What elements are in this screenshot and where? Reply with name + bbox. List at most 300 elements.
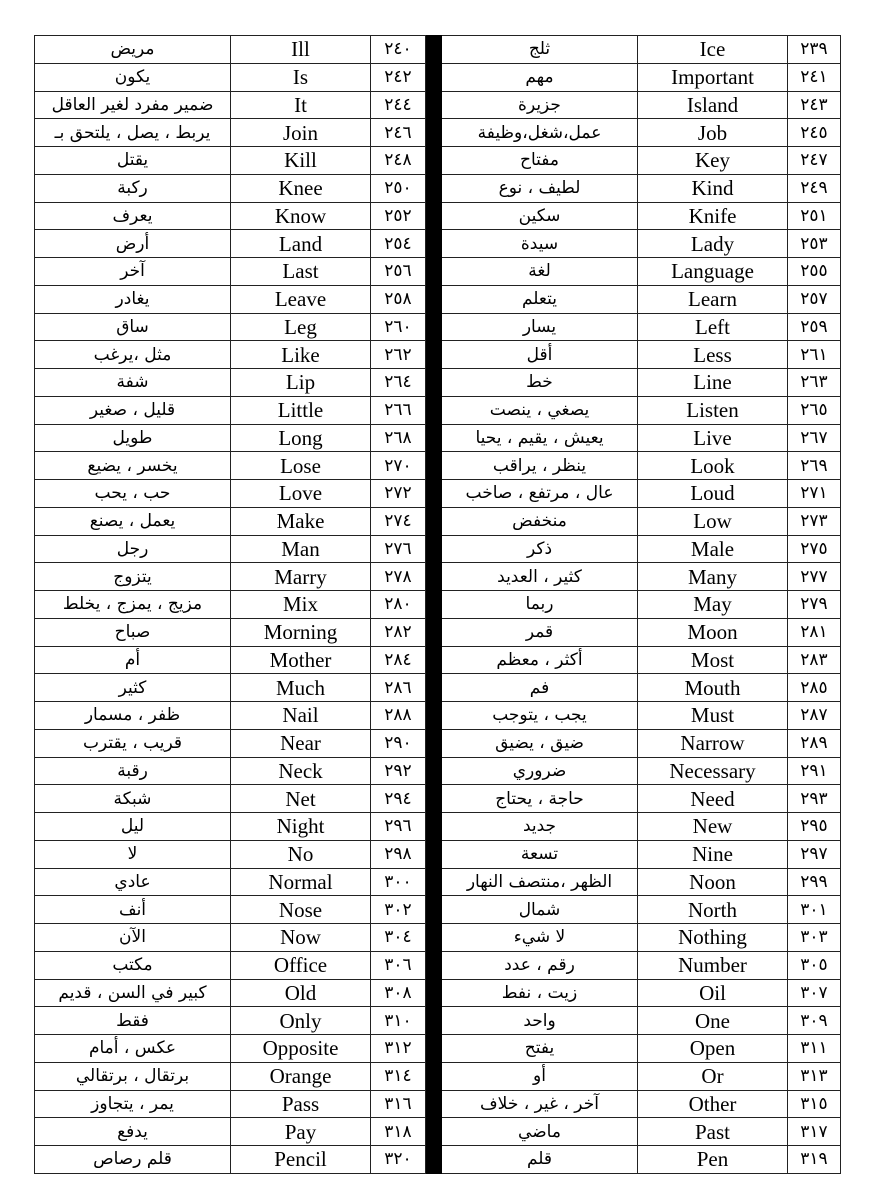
- right-number-cell: ٢٩١: [788, 757, 841, 785]
- right-arabic-cell: رقم ، عدد: [442, 951, 638, 979]
- right-arabic-cell: يجب ، يتوجب: [442, 702, 638, 730]
- column-separator: [426, 674, 442, 702]
- left-english-cell: Last: [231, 258, 371, 286]
- right-number-cell: ٢٨٧: [788, 702, 841, 730]
- right-arabic-cell: كثير ، العديد: [442, 563, 638, 591]
- right-english-cell: Look: [638, 452, 788, 480]
- right-number-cell: ٣٠٥: [788, 951, 841, 979]
- left-number-cell: ٣٠٢: [371, 896, 426, 924]
- right-arabic-cell: مفتاح: [442, 147, 638, 175]
- column-separator: [426, 813, 442, 841]
- right-arabic-cell: واحد: [442, 1007, 638, 1035]
- left-arabic-cell: كثير: [35, 674, 231, 702]
- right-number-cell: ٣١٧: [788, 1118, 841, 1146]
- right-english-cell: Pen: [638, 1146, 788, 1174]
- left-arabic-cell: يدفع: [35, 1118, 231, 1146]
- left-number-cell: ٣١٠: [371, 1007, 426, 1035]
- column-separator: [426, 202, 442, 230]
- right-number-cell: ٢٦٩: [788, 452, 841, 480]
- right-number-cell: ٢٦٧: [788, 424, 841, 452]
- right-arabic-cell: يفتح: [442, 1035, 638, 1063]
- left-arabic-cell: طويل: [35, 424, 231, 452]
- right-arabic-cell: فم: [442, 674, 638, 702]
- left-english-cell: Old: [231, 979, 371, 1007]
- right-english-cell: Live: [638, 424, 788, 452]
- right-english-cell: Listen: [638, 396, 788, 424]
- left-arabic-cell: يتزوج: [35, 563, 231, 591]
- right-arabic-cell: يسار: [442, 313, 638, 341]
- left-arabic-cell: قلم رصاص: [35, 1146, 231, 1174]
- column-separator: [426, 174, 442, 202]
- table-row: [35, 1035, 841, 1063]
- table-row: [35, 702, 841, 730]
- column-separator: [426, 1007, 442, 1035]
- table-row: [35, 452, 841, 480]
- column-separator: [426, 591, 442, 619]
- left-number-cell: ٢٥٤: [371, 230, 426, 258]
- right-english-cell: Lady: [638, 230, 788, 258]
- vocabulary-table: [34, 35, 841, 1174]
- left-number-cell: ٢٤٤: [371, 91, 426, 119]
- left-arabic-cell: يربط ، يصل ، يلتحق بـ: [35, 119, 231, 147]
- vocabulary-table-body: [35, 36, 841, 1174]
- column-separator: [426, 396, 442, 424]
- left-arabic-cell: رقبة: [35, 757, 231, 785]
- left-arabic-cell: يخسر ، يضيع: [35, 452, 231, 480]
- left-number-cell: ٣٠٤: [371, 924, 426, 952]
- column-separator: [426, 563, 442, 591]
- column-separator: [426, 757, 442, 785]
- right-number-cell: ٣٠٣: [788, 924, 841, 952]
- right-arabic-cell: شمال: [442, 896, 638, 924]
- right-english-cell: Nothing: [638, 924, 788, 952]
- table-row: [35, 202, 841, 230]
- left-arabic-cell: شبكة: [35, 785, 231, 813]
- left-arabic-cell: ظفر ، مسمار: [35, 702, 231, 730]
- left-number-cell: ٢٥٦: [371, 258, 426, 286]
- right-arabic-cell: مهم: [442, 63, 638, 91]
- column-separator: [426, 63, 442, 91]
- left-english-cell: Mix: [231, 591, 371, 619]
- column-separator: [426, 147, 442, 175]
- left-number-cell: ٢٦٤: [371, 369, 426, 397]
- right-arabic-cell: عمل،شغل،وظيفة: [442, 119, 638, 147]
- table-row: [35, 1007, 841, 1035]
- left-english-cell: Normal: [231, 868, 371, 896]
- table-row: [35, 230, 841, 258]
- left-arabic-cell: مثل ،يرغب: [35, 341, 231, 369]
- left-arabic-cell: يغادر: [35, 285, 231, 313]
- left-arabic-cell: يمر ، يتجاوز: [35, 1090, 231, 1118]
- right-english-cell: Past: [638, 1118, 788, 1146]
- column-separator: [426, 1146, 442, 1174]
- table-row: [35, 535, 841, 563]
- right-arabic-cell: جزيرة: [442, 91, 638, 119]
- right-number-cell: ٢٥٩: [788, 313, 841, 341]
- left-english-cell: Love: [231, 480, 371, 508]
- right-english-cell: Ice: [638, 36, 788, 64]
- right-number-cell: ٢٦٥: [788, 396, 841, 424]
- right-arabic-cell: الظهر ،منتصف النهار: [442, 868, 638, 896]
- left-number-cell: ٢٩٨: [371, 840, 426, 868]
- right-number-cell: ٢٨٩: [788, 729, 841, 757]
- column-separator: [426, 230, 442, 258]
- right-arabic-cell: حاجة ، يحتاج: [442, 785, 638, 813]
- left-number-cell: ٢٩٦: [371, 813, 426, 841]
- right-number-cell: ٢٥٧: [788, 285, 841, 313]
- table-row: [35, 840, 841, 868]
- left-english-cell: Long: [231, 424, 371, 452]
- table-row: [35, 174, 841, 202]
- left-number-cell: ٢٥٠: [371, 174, 426, 202]
- right-english-cell: Must: [638, 702, 788, 730]
- column-separator: [426, 840, 442, 868]
- right-english-cell: Necessary: [638, 757, 788, 785]
- right-number-cell: ٢٤٣: [788, 91, 841, 119]
- left-arabic-cell: أم: [35, 646, 231, 674]
- right-number-cell: ٢٨١: [788, 618, 841, 646]
- table-row: [35, 646, 841, 674]
- right-english-cell: Open: [638, 1035, 788, 1063]
- right-english-cell: Most: [638, 646, 788, 674]
- right-number-cell: ٣١١: [788, 1035, 841, 1063]
- right-english-cell: Moon: [638, 618, 788, 646]
- left-number-cell: ٢٦٦: [371, 396, 426, 424]
- left-english-cell: Like: [231, 341, 371, 369]
- right-number-cell: ٣١٥: [788, 1090, 841, 1118]
- left-number-cell: ٣٠٨: [371, 979, 426, 1007]
- column-separator: [426, 1062, 442, 1090]
- left-number-cell: ٢٩٠: [371, 729, 426, 757]
- left-arabic-cell: عادي: [35, 868, 231, 896]
- left-english-cell: Ill: [231, 36, 371, 64]
- left-arabic-cell: ليل: [35, 813, 231, 841]
- left-english-cell: Pay: [231, 1118, 371, 1146]
- right-arabic-cell: لطيف ، نوع: [442, 174, 638, 202]
- table-row: [35, 979, 841, 1007]
- right-english-cell: Narrow: [638, 729, 788, 757]
- left-number-cell: ٢٩٤: [371, 785, 426, 813]
- column-separator: [426, 258, 442, 286]
- right-arabic-cell: ذكر: [442, 535, 638, 563]
- right-english-cell: Oil: [638, 979, 788, 1007]
- left-english-cell: Only: [231, 1007, 371, 1035]
- right-number-cell: ٣١٩: [788, 1146, 841, 1174]
- right-arabic-cell: أقل: [442, 341, 638, 369]
- left-english-cell: It: [231, 91, 371, 119]
- table-row: [35, 285, 841, 313]
- right-arabic-cell: أكثر ، معظم: [442, 646, 638, 674]
- right-arabic-cell: يتعلم: [442, 285, 638, 313]
- right-number-cell: ٢٧١: [788, 480, 841, 508]
- left-english-cell: Nail: [231, 702, 371, 730]
- left-english-cell: Office: [231, 951, 371, 979]
- column-separator: [426, 480, 442, 508]
- right-english-cell: Mouth: [638, 674, 788, 702]
- table-row: [35, 1062, 841, 1090]
- table-row: [35, 63, 841, 91]
- right-english-cell: Male: [638, 535, 788, 563]
- left-english-cell: Pencil: [231, 1146, 371, 1174]
- left-number-cell: ٢٨٦: [371, 674, 426, 702]
- left-number-cell: ٢٤٢: [371, 63, 426, 91]
- table-row: [35, 36, 841, 64]
- table-row: [35, 813, 841, 841]
- left-arabic-cell: قريب ، يقترب: [35, 729, 231, 757]
- left-arabic-cell: قليل ، صغير: [35, 396, 231, 424]
- table-row: [35, 618, 841, 646]
- left-number-cell: ٢٨٤: [371, 646, 426, 674]
- table-row: [35, 258, 841, 286]
- column-separator: [426, 341, 442, 369]
- table-row: [35, 1090, 841, 1118]
- table-row: [35, 757, 841, 785]
- right-english-cell: Noon: [638, 868, 788, 896]
- column-separator: [426, 424, 442, 452]
- right-english-cell: Number: [638, 951, 788, 979]
- column-separator: [426, 507, 442, 535]
- left-number-cell: ٢٦٢: [371, 341, 426, 369]
- left-english-cell: Is: [231, 63, 371, 91]
- right-english-cell: New: [638, 813, 788, 841]
- right-english-cell: Job: [638, 119, 788, 147]
- right-arabic-cell: ربما: [442, 591, 638, 619]
- table-row: [35, 896, 841, 924]
- left-arabic-cell: ركبة: [35, 174, 231, 202]
- left-arabic-cell: يعرف: [35, 202, 231, 230]
- column-separator: [426, 868, 442, 896]
- right-number-cell: ٢٤٩: [788, 174, 841, 202]
- left-number-cell: ٣٠٠: [371, 868, 426, 896]
- right-english-cell: Less: [638, 341, 788, 369]
- right-english-cell: Nine: [638, 840, 788, 868]
- right-arabic-cell: جديد: [442, 813, 638, 841]
- left-number-cell: ٣١٤: [371, 1062, 426, 1090]
- left-arabic-cell: يكون: [35, 63, 231, 91]
- left-number-cell: ٣٢٠: [371, 1146, 426, 1174]
- right-arabic-cell: أو: [442, 1062, 638, 1090]
- left-english-cell: Neck: [231, 757, 371, 785]
- right-number-cell: ٢٩٩: [788, 868, 841, 896]
- table-row: [35, 1118, 841, 1146]
- left-english-cell: Man: [231, 535, 371, 563]
- table-row: [35, 91, 841, 119]
- right-arabic-cell: لا شيء: [442, 924, 638, 952]
- right-arabic-cell: قمر: [442, 618, 638, 646]
- left-number-cell: ٢٥٢: [371, 202, 426, 230]
- right-number-cell: ٢٧٩: [788, 591, 841, 619]
- left-number-cell: ٢٧٢: [371, 480, 426, 508]
- right-english-cell: North: [638, 896, 788, 924]
- left-number-cell: ٣١٦: [371, 1090, 426, 1118]
- right-number-cell: ٣١٣: [788, 1062, 841, 1090]
- left-number-cell: ٢٥٨: [371, 285, 426, 313]
- right-english-cell: Kind: [638, 174, 788, 202]
- right-english-cell: Learn: [638, 285, 788, 313]
- table-row: [35, 1146, 841, 1174]
- right-number-cell: ٢٧٥: [788, 535, 841, 563]
- left-number-cell: ٢٧٦: [371, 535, 426, 563]
- column-separator: [426, 1035, 442, 1063]
- left-english-cell: Morning: [231, 618, 371, 646]
- right-english-cell: Need: [638, 785, 788, 813]
- right-arabic-cell: يصغي ، ينصت: [442, 396, 638, 424]
- right-english-cell: Line: [638, 369, 788, 397]
- left-english-cell: Much: [231, 674, 371, 702]
- right-arabic-cell: زيت ، نفط: [442, 979, 638, 1007]
- right-english-cell: Left: [638, 313, 788, 341]
- right-number-cell: ٢٥١: [788, 202, 841, 230]
- column-separator: [426, 729, 442, 757]
- right-arabic-cell: تسعة: [442, 840, 638, 868]
- left-arabic-cell: حب ، يحب: [35, 480, 231, 508]
- left-arabic-cell: مريض: [35, 36, 231, 64]
- left-english-cell: Pass: [231, 1090, 371, 1118]
- column-separator: [426, 618, 442, 646]
- right-number-cell: ٢٤٧: [788, 147, 841, 175]
- right-number-cell: ٢٧٣: [788, 507, 841, 535]
- right-arabic-cell: قلم: [442, 1146, 638, 1174]
- right-number-cell: ٢٥٥: [788, 258, 841, 286]
- right-arabic-cell: لغة: [442, 258, 638, 286]
- column-separator: [426, 702, 442, 730]
- left-arabic-cell: يقتل: [35, 147, 231, 175]
- right-number-cell: ٢٩٧: [788, 840, 841, 868]
- left-arabic-cell: صباح: [35, 618, 231, 646]
- column-separator: [426, 36, 442, 64]
- table-row: [35, 396, 841, 424]
- right-arabic-cell: خط: [442, 369, 638, 397]
- left-english-cell: No: [231, 840, 371, 868]
- left-english-cell: Make: [231, 507, 371, 535]
- left-number-cell: ٢٧٨: [371, 563, 426, 591]
- right-number-cell: ٢٦٣: [788, 369, 841, 397]
- left-arabic-cell: يعمل ، يصنع: [35, 507, 231, 535]
- left-english-cell: Lip: [231, 369, 371, 397]
- left-number-cell: ٢٤٠: [371, 36, 426, 64]
- right-arabic-cell: سيدة: [442, 230, 638, 258]
- left-english-cell: Opposite: [231, 1035, 371, 1063]
- table-row: [35, 674, 841, 702]
- left-arabic-cell: ضمير مفرد لغير العاقل: [35, 91, 231, 119]
- column-separator: [426, 452, 442, 480]
- right-number-cell: ٢٩٣: [788, 785, 841, 813]
- left-arabic-cell: الآن: [35, 924, 231, 952]
- table-row: [35, 313, 841, 341]
- table-row: [35, 924, 841, 952]
- right-number-cell: ٢٨٥: [788, 674, 841, 702]
- column-separator: [426, 369, 442, 397]
- table-row: [35, 341, 841, 369]
- column-separator: [426, 535, 442, 563]
- left-arabic-cell: مكتب: [35, 951, 231, 979]
- right-arabic-cell: ثلج: [442, 36, 638, 64]
- right-english-cell: Loud: [638, 480, 788, 508]
- left-number-cell: ٣١٢: [371, 1035, 426, 1063]
- left-number-cell: ٢٩٢: [371, 757, 426, 785]
- right-arabic-cell: عال ، مرتفع ، صاخب: [442, 480, 638, 508]
- column-separator: [426, 313, 442, 341]
- left-english-cell: Knee: [231, 174, 371, 202]
- left-number-cell: ٣١٨: [371, 1118, 426, 1146]
- left-arabic-cell: أرض: [35, 230, 231, 258]
- left-english-cell: Land: [231, 230, 371, 258]
- table-row: [35, 507, 841, 535]
- right-arabic-cell: ضروري: [442, 757, 638, 785]
- right-number-cell: ٢٦١: [788, 341, 841, 369]
- column-separator: [426, 285, 442, 313]
- table-row: [35, 369, 841, 397]
- left-number-cell: ٢٨٨: [371, 702, 426, 730]
- left-number-cell: ٢٨٠: [371, 591, 426, 619]
- left-english-cell: Near: [231, 729, 371, 757]
- right-arabic-cell: ماضي: [442, 1118, 638, 1146]
- table-row: [35, 591, 841, 619]
- right-english-cell: May: [638, 591, 788, 619]
- table-row: [35, 480, 841, 508]
- left-number-cell: ٢٧٤: [371, 507, 426, 535]
- left-english-cell: Nose: [231, 896, 371, 924]
- left-number-cell: ٢٦٠: [371, 313, 426, 341]
- left-english-cell: Lose: [231, 452, 371, 480]
- left-english-cell: Kill: [231, 147, 371, 175]
- column-separator: [426, 91, 442, 119]
- left-english-cell: Join: [231, 119, 371, 147]
- right-arabic-cell: ضيق ، يضيق: [442, 729, 638, 757]
- left-number-cell: ٢٨٢: [371, 618, 426, 646]
- column-separator: [426, 924, 442, 952]
- right-number-cell: ٣٠٩: [788, 1007, 841, 1035]
- left-number-cell: ٢٤٦: [371, 119, 426, 147]
- left-arabic-cell: آخر: [35, 258, 231, 286]
- column-separator: [426, 896, 442, 924]
- right-english-cell: Island: [638, 91, 788, 119]
- left-english-cell: Leg: [231, 313, 371, 341]
- right-number-cell: ٢٧٧: [788, 563, 841, 591]
- left-english-cell: Little: [231, 396, 371, 424]
- right-arabic-cell: آخر ، غير ، خلاف: [442, 1090, 638, 1118]
- left-arabic-cell: أنف: [35, 896, 231, 924]
- right-number-cell: ٢٤٥: [788, 119, 841, 147]
- left-number-cell: ٢٦٨: [371, 424, 426, 452]
- right-english-cell: Language: [638, 258, 788, 286]
- table-row: [35, 147, 841, 175]
- table-row: [35, 563, 841, 591]
- left-number-cell: ٢٧٠: [371, 452, 426, 480]
- left-arabic-cell: ساق: [35, 313, 231, 341]
- column-separator: [426, 979, 442, 1007]
- left-arabic-cell: رجل: [35, 535, 231, 563]
- table-row: [35, 868, 841, 896]
- column-separator: [426, 1090, 442, 1118]
- right-english-cell: Other: [638, 1090, 788, 1118]
- table-row: [35, 424, 841, 452]
- right-number-cell: ٣٠٧: [788, 979, 841, 1007]
- right-number-cell: ٢٥٣: [788, 230, 841, 258]
- right-number-cell: ٢٨٣: [788, 646, 841, 674]
- right-english-cell: Important: [638, 63, 788, 91]
- right-number-cell: ٣٠١: [788, 896, 841, 924]
- left-number-cell: ٣٠٦: [371, 951, 426, 979]
- table-row: [35, 951, 841, 979]
- right-english-cell: Many: [638, 563, 788, 591]
- left-english-cell: Leave: [231, 285, 371, 313]
- left-arabic-cell: برتقال ، برتقالي: [35, 1062, 231, 1090]
- left-english-cell: Mother: [231, 646, 371, 674]
- right-arabic-cell: سكين: [442, 202, 638, 230]
- table-row: [35, 785, 841, 813]
- column-separator: [426, 951, 442, 979]
